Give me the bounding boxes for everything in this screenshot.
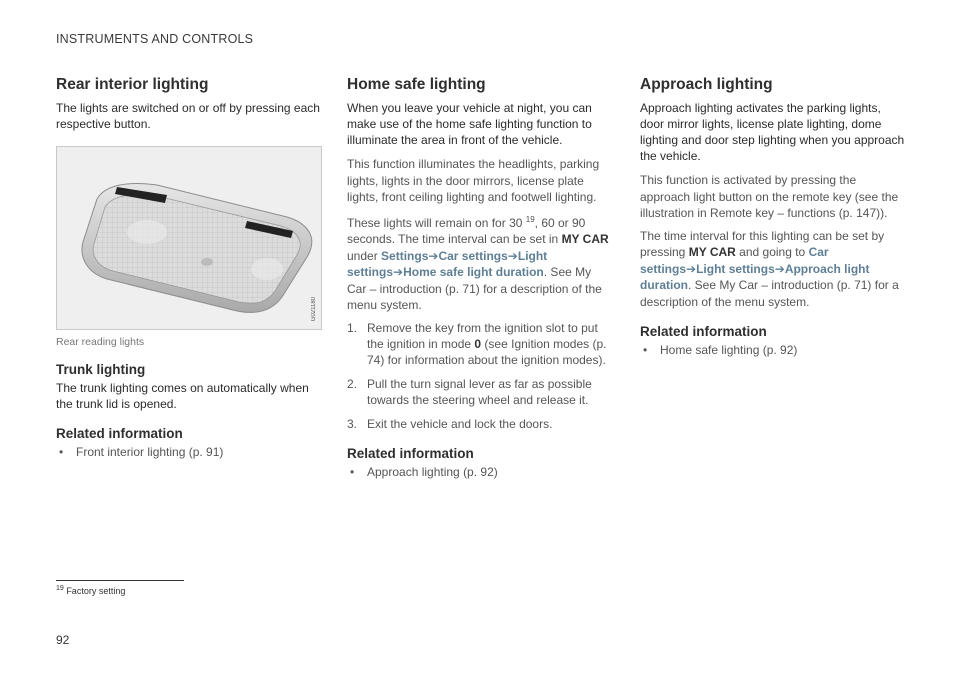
section-title-home-safe-lighting: Home safe lighting: [347, 76, 486, 93]
related-info-title: Related information: [347, 445, 474, 461]
menu-path-home-safe-light-duration: Home safe light duration: [403, 265, 544, 279]
approach-intro: Approach lighting activates the parking lights, door mirror lights, license plate lighting, dome lighting and door step lighting when you approach the vehicle.: [640, 101, 905, 163]
column-approach-lighting: [640, 76, 908, 358]
footnote-text: Factory setting: [66, 586, 126, 596]
related-info-item[interactable]: • Front interior lighting (p. 91): [59, 445, 224, 459]
step-item: 3. Exit the vehicle and lock the doors.: [347, 416, 553, 431]
arrow-right-icon: ➔: [428, 248, 439, 263]
approach-activation-text: This function is activated by pressing the approach light button on the remote key (see the illustration in Remote key – functions (p. 147)).: [640, 173, 899, 220]
menu-path-light-settings: Light settings: [347, 248, 548, 279]
page-number: 92: [56, 633, 70, 647]
related-info-title: Related information: [640, 324, 767, 339]
home-safe-interval-text: These lights will remain on for 30 $^{19}$, 60 or 90 seconds. The time interval can be set in MY CAR under Settings➔Car settings➔Light settings➔Home safe light duration. See My Car – introduction (p. 71) for a description of the menu system.: [347, 214, 609, 312]
menu-path-light-settings: Light settings: [696, 261, 775, 276]
menu-path-settings: Settings: [381, 248, 429, 263]
subsection-title-trunk-lighting: Trunk lighting: [56, 362, 146, 377]
section-title-rear-interior-lighting: Rear interior lighting: [56, 76, 209, 93]
home-safe-description: This function illuminates the headlights, parking lights, lights in the door mirrors, license plate lights, front ceiling lighting and footwell lighting.: [347, 157, 600, 204]
arrow-right-icon: ➔: [393, 265, 404, 279]
related-info-list: [640, 342, 908, 358]
footnote: [56, 585, 125, 596]
related-info-list: [347, 464, 609, 480]
figure-caption: Rear reading lights: [56, 336, 145, 348]
rear-reading-lights-figure: [56, 146, 322, 330]
footnote-number: 19: [56, 585, 64, 592]
related-info-item[interactable]: • Approach lighting (p. 92): [350, 464, 498, 479]
column-rear-interior-lighting: [56, 76, 324, 460]
home-safe-intro: When you leave your vehicle at night, you can make use of the home safe lighting function to illuminate the area in front of the vehicle.: [347, 101, 592, 147]
running-head: INSTRUMENTS AND CONTROLS: [56, 32, 254, 46]
my-car-label: MY CAR: [688, 245, 736, 259]
bullet-icon: •: [643, 343, 648, 357]
column-home-safe-lighting: [347, 76, 609, 480]
bullet-icon: •: [350, 464, 355, 479]
my-car-label: MY CAR: [561, 232, 609, 246]
arrow-right-icon: ➔: [507, 248, 518, 263]
rear-lighting-intro: The lights are switched on or off by pressing each respective button.: [56, 101, 320, 131]
menu-path-car-settings: Car settings: [438, 248, 508, 263]
figure-code: G021180: [311, 296, 317, 321]
step-item: 1. Remove the key from the ignition slot to put the ignition in mode 0 (see Ignition modes (p. 74) for information about the ignition modes).: [347, 320, 607, 367]
step-item: 2. Pull the turn signal lever as far as possible towards the steering wheel and release it.: [347, 376, 592, 407]
menu-path-car-settings: Car settings: [640, 245, 829, 276]
footnote-reference[interactable]: 19: [525, 214, 535, 224]
ignition-mode: 0: [474, 336, 482, 351]
rear-reading-light-illustration: [57, 147, 321, 329]
arrow-right-icon: ➔: [686, 261, 697, 276]
bullet-icon: •: [59, 445, 64, 459]
menu-path-approach-light-duration: Approach light duration: [640, 261, 870, 292]
home-safe-steps: [347, 320, 609, 432]
section-title-approach-lighting: Approach lighting: [640, 76, 773, 93]
footnote-divider: [56, 580, 184, 581]
arrow-right-icon: ➔: [774, 261, 785, 276]
related-info-title: Related information: [56, 426, 183, 441]
related-info-item[interactable]: • Home safe lighting (p. 92): [643, 343, 798, 357]
related-info-list: [56, 444, 324, 460]
approach-interval-text: The time interval for this lighting can be set by pressing MY CAR and going to Car settings➔Light settings➔Approach light duration. See My Car – introduction (p. 71) for a description of the menu system.: [640, 228, 899, 309]
trunk-lighting-text: The trunk lighting comes on automatically when the trunk lid is opened.: [56, 381, 309, 411]
